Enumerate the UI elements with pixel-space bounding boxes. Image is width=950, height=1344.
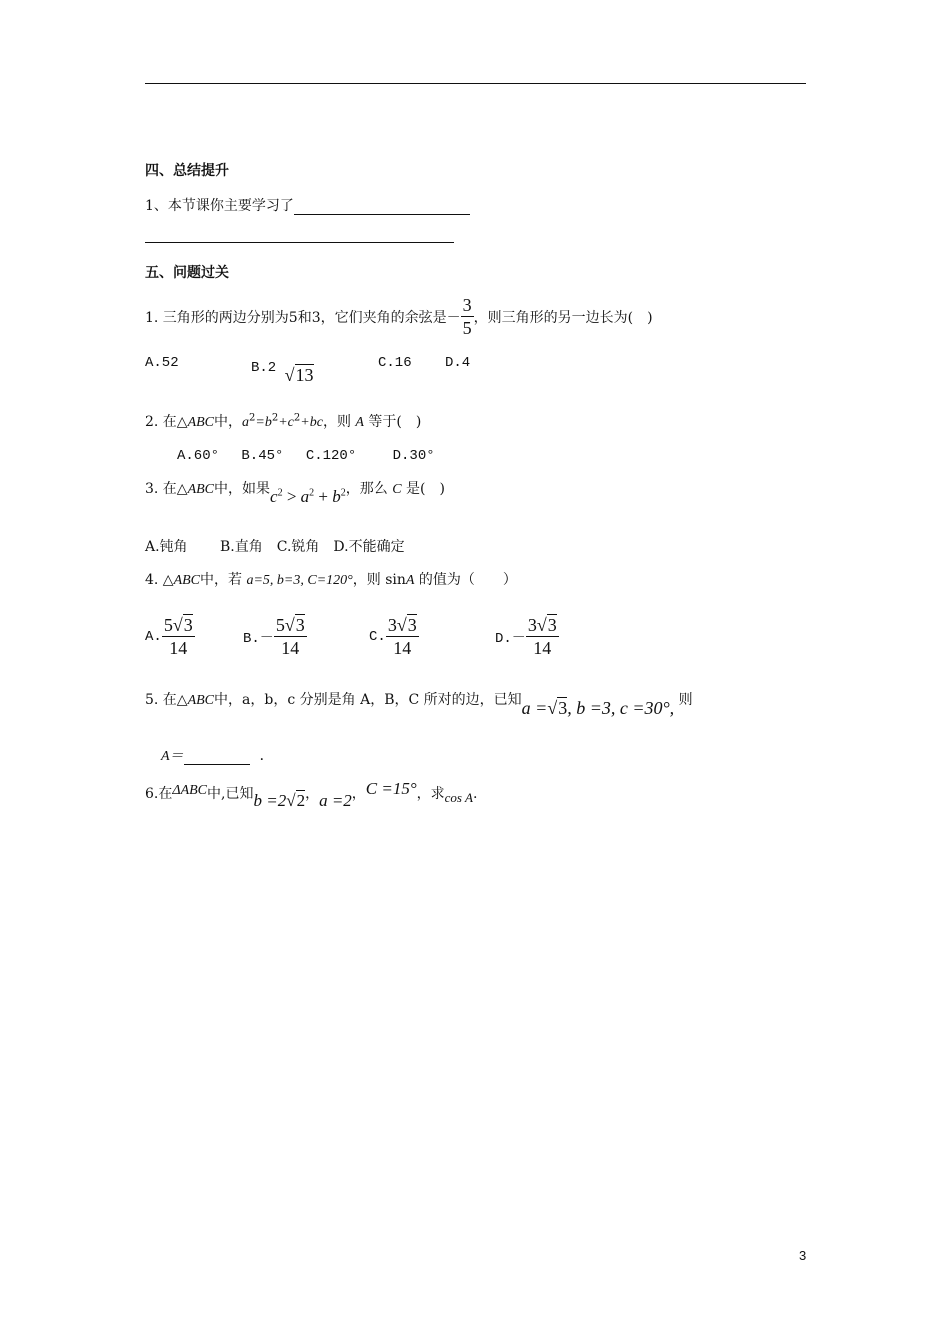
q2-post-2: 等于( ) bbox=[363, 414, 422, 430]
q2-number: 2. 在△ bbox=[145, 414, 188, 430]
q4-option-a-radicand: 3 bbox=[183, 615, 193, 635]
q1-option-d: D.4 bbox=[445, 355, 471, 371]
q3-formula-plus: + bbox=[314, 487, 333, 506]
q3-formula-gt: > bbox=[282, 487, 301, 506]
q4-option-d-denominator: 14 bbox=[533, 638, 552, 658]
q5-formula-pre: a = bbox=[521, 698, 548, 718]
summary-blank[interactable] bbox=[294, 200, 470, 215]
q3-sq-3: 2 bbox=[340, 487, 346, 499]
q5-formula-radicand: 3 bbox=[558, 698, 568, 718]
q5-formula-post: , b =3, c =30°, bbox=[567, 698, 675, 718]
summary-question-text: 1、本节课你主要学习了 bbox=[145, 198, 294, 214]
q2-mid: 中， bbox=[214, 414, 243, 430]
q6-triangle: ΔABC bbox=[172, 783, 208, 798]
q4-option-c bbox=[369, 614, 419, 659]
q3-formula-c: c bbox=[270, 487, 278, 506]
summary-question bbox=[145, 195, 470, 215]
question-3 bbox=[145, 478, 445, 506]
header-rule bbox=[145, 83, 806, 84]
q6-b-radicand: 2 bbox=[296, 791, 306, 810]
q1-text: 1. 三角形的两边分别为5和3，它们夹角的余弦是－ bbox=[145, 309, 461, 326]
q1-option-b-radicand: 13 bbox=[295, 365, 314, 385]
q4-post-2: 的值为（ ） bbox=[414, 572, 517, 588]
q4-option-b-radicand: 3 bbox=[295, 615, 305, 635]
q4-triangle-label: ABC bbox=[173, 573, 201, 588]
q4-mid: 中，若 bbox=[200, 572, 247, 588]
q3-sq-1: 2 bbox=[277, 487, 283, 499]
q5-end: ． bbox=[259, 748, 274, 764]
q4-option-c-numerator: 3√3 bbox=[387, 615, 417, 635]
q2-eq-b: =b bbox=[255, 415, 272, 430]
question-4 bbox=[145, 569, 517, 589]
q4-var-a: A bbox=[405, 573, 415, 588]
q2-var-a: A bbox=[355, 415, 364, 430]
q4-option-b-coef: 5 bbox=[275, 615, 285, 635]
q4-option-b-label: B.－ bbox=[243, 630, 274, 647]
q5-answer bbox=[161, 745, 274, 765]
q4-option-c-fraction bbox=[386, 614, 419, 659]
q4-option-c-coef: 3 bbox=[387, 615, 397, 635]
q4-option-a bbox=[145, 614, 195, 659]
q2-options: A.60° B.45° C.120° D.30° bbox=[177, 448, 435, 464]
q4-option-d-radicand: 3 bbox=[547, 615, 557, 635]
q3-mid: 中，如果 bbox=[214, 481, 271, 497]
q6-sep-3: ，求 bbox=[416, 786, 445, 802]
q4-post: ，则 sin bbox=[352, 572, 406, 588]
section-4-title: 四、总结提升 bbox=[145, 163, 229, 179]
page-number: 3 bbox=[799, 1248, 807, 1263]
q1-option-b-sqrt: √13 bbox=[284, 365, 314, 385]
q1-option-b-label: B.2 bbox=[251, 360, 277, 376]
q1-fraction-denominator: 5 bbox=[462, 318, 472, 338]
q1-fraction-numerator: 3 bbox=[462, 295, 472, 315]
q4-option-d-numerator: 3√3 bbox=[527, 615, 557, 635]
q3-formula-a: a bbox=[300, 487, 310, 506]
q4-option-a-fraction bbox=[162, 614, 195, 659]
q6-b-pre: b =2 bbox=[253, 791, 287, 810]
q4-option-b-fraction bbox=[274, 614, 307, 659]
q2-eq-c: +c bbox=[278, 415, 294, 430]
q1-text-end: ，则三角形的另一边长为( ) bbox=[473, 309, 653, 326]
q4-option-c-radicand: 3 bbox=[407, 615, 417, 635]
q5-answer-label: A＝ bbox=[161, 749, 184, 764]
q3-post-2: 是( ) bbox=[401, 481, 445, 497]
q6-c-eq: C =15° bbox=[365, 779, 417, 798]
q5-text: a，b，c 分别是角 A，B，C 所对的边，已知 bbox=[242, 692, 522, 708]
q2-sq-1: 2 bbox=[249, 412, 256, 424]
q6-end: . bbox=[472, 786, 478, 802]
q5-answer-blank[interactable] bbox=[184, 750, 250, 765]
q1-option-b bbox=[251, 355, 314, 385]
q6-b-formula: b =2√2 bbox=[253, 791, 306, 810]
q5-number: 5. 在△ bbox=[145, 692, 188, 708]
q4-option-c-denominator: 14 bbox=[393, 638, 412, 658]
q4-option-a-label: A. bbox=[145, 628, 162, 645]
q5-mid: 中， bbox=[214, 692, 243, 708]
q4-option-b-numerator: 5√3 bbox=[275, 615, 305, 635]
q2-sq-3: 2 bbox=[293, 412, 301, 424]
summary-blank-line[interactable] bbox=[145, 242, 454, 243]
q2-eq-a: a bbox=[242, 415, 250, 430]
q6-mid: 中,已知 bbox=[207, 786, 254, 802]
question-2 bbox=[145, 411, 421, 431]
question-1 bbox=[145, 294, 653, 339]
q4-option-a-coef: 5 bbox=[163, 615, 173, 635]
q5-triangle-label: ABC bbox=[187, 693, 215, 708]
q4-option-d-label: D.－ bbox=[495, 630, 526, 647]
q2-triangle-label: ABC bbox=[187, 415, 215, 430]
q6-pre: 6.在 bbox=[145, 786, 173, 802]
q6-sep-1: ， bbox=[305, 786, 320, 802]
q4-number: 4. △ bbox=[145, 572, 174, 588]
q6-sep-2: ， bbox=[351, 786, 366, 802]
q4-option-c-label: C. bbox=[369, 628, 386, 645]
question-5 bbox=[145, 688, 693, 718]
q2-post-1: ，则 bbox=[322, 414, 356, 430]
q4-option-d-fraction bbox=[526, 614, 559, 659]
q3-number: 3. 在△ bbox=[145, 481, 188, 497]
q4-option-a-denominator: 14 bbox=[169, 638, 188, 658]
q4-condition: a=5, b=3, C=120° bbox=[246, 573, 353, 588]
q2-eq-tail: +bc bbox=[300, 415, 323, 430]
q1-fraction bbox=[461, 294, 474, 339]
q4-option-b bbox=[243, 614, 307, 659]
q6-a-eq: a =2 bbox=[319, 791, 352, 810]
section-5-title: 五、问题过关 bbox=[145, 265, 229, 281]
q5-formula: a =√3, b =3, c =30°, bbox=[521, 698, 675, 718]
q4-option-d bbox=[495, 614, 559, 659]
q1-option-a: A.52 bbox=[145, 355, 179, 371]
q6-cos-label: cos A bbox=[444, 790, 473, 805]
q2-sq-2: 2 bbox=[271, 412, 279, 424]
q4-option-b-denominator: 14 bbox=[281, 638, 300, 658]
q3-var-c: C bbox=[392, 482, 402, 497]
q3-formula bbox=[270, 487, 346, 506]
question-6 bbox=[145, 779, 478, 810]
q5-post: 则 bbox=[674, 692, 693, 708]
q4-option-d-coef: 3 bbox=[527, 615, 537, 635]
q3-options: A.钝角 B.直角 C.锐角 D.不能确定 bbox=[145, 539, 405, 555]
q3-formula-b: b bbox=[332, 487, 341, 506]
q3-post-1: ，那么 bbox=[345, 481, 393, 497]
q3-triangle-label: ABC bbox=[187, 482, 215, 497]
q4-option-a-numerator: 5√3 bbox=[163, 615, 193, 635]
q3-sq-2: 2 bbox=[309, 487, 315, 499]
q1-option-c: C.16 bbox=[378, 355, 412, 371]
